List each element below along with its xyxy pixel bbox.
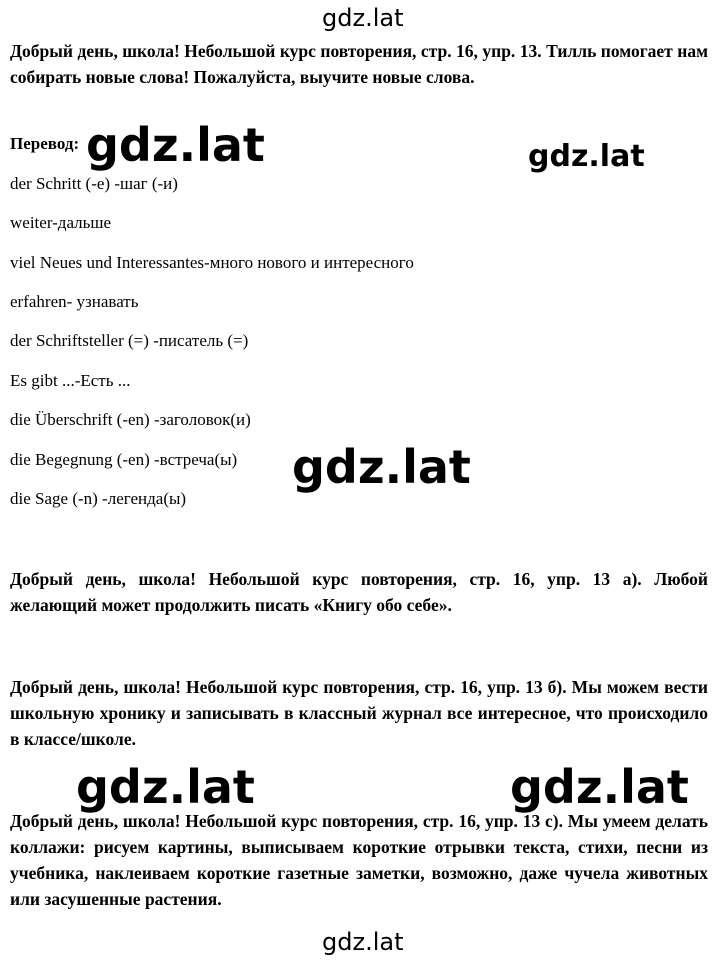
watermark-large: gdz.lat <box>510 760 689 814</box>
vocab-item: viel Neues und Interessantes-много нового и интересного <box>10 253 414 272</box>
watermark-large: gdz.lat <box>292 440 471 494</box>
section-2: Добрый день, школа! Небольшой курс повторения, стр. 16, упр. 13 а). Любой желающий может продолжить писать «Книгу обо себе». <box>10 569 708 615</box>
watermark-bottom: gdz.lat <box>322 928 404 956</box>
section-1-intro: Добрый день, школа! Небольшой курс повторения, стр. 16, упр. 13. Тилль помогает нам собирать новые слова! Пожалуйста, выучите новые слова. <box>10 41 708 87</box>
vocab-item: Es gibt ...-Есть ... <box>10 371 131 390</box>
vocab-item: die Sage (-n) -легенда(ы) <box>10 489 187 508</box>
vocab-item: der Schritt (-e) -шаг (-и) <box>10 174 178 193</box>
vocab-item: die Überschrift (-en) -заголовок(и) <box>10 410 251 429</box>
vocab-item: die Begegnung (-en) -встреча(ы) <box>10 450 238 469</box>
vocab-item: weiter-дальше <box>10 213 112 232</box>
watermark-large: gdz.lat <box>86 118 265 172</box>
watermark-medium: gdz.lat <box>528 139 645 174</box>
section-3: Добрый день, школа! Небольшой курс повторения, стр. 16, упр. 13 б). Мы можем вести школьную хронику и записывать в классный журнал все интересное, что происходило в классе/школе. <box>10 677 708 749</box>
watermark-top: gdz.lat <box>322 4 404 32</box>
vocab-item: der Schriftsteller (=) -писатель (=) <box>10 331 249 350</box>
watermark-large: gdz.lat <box>76 760 255 814</box>
translation-label: Перевод: <box>10 134 80 153</box>
vocab-item: erfahren- узнавать <box>10 292 139 311</box>
section-4: Добрый день, школа! Небольшой курс повторения, стр. 16, упр. 13 с). Мы умеем делать коллажи: рисуем картины, выписываем короткие отрывки текста, стихи, песни из учебника, наклеиваем короткие газетные заметки, возможно, даже чучела животных или засушенные растения. <box>10 811 708 909</box>
